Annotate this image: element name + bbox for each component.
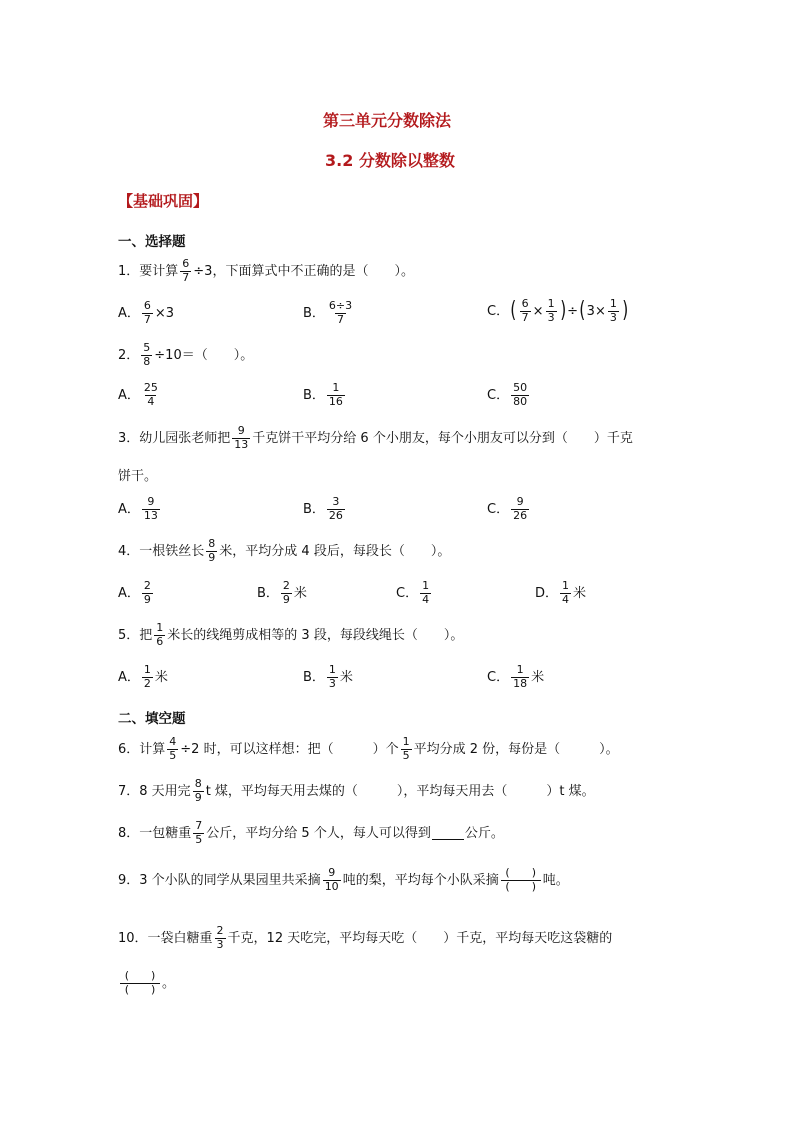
fraction: $\frac{2}{9}$ [282,579,290,606]
fraction: $\frac{9}{13}$ [234,424,249,451]
q4-option-c[interactable]: C． $\frac{1}{4}$ [396,579,430,606]
fraction: $\frac{6\div 3}{7}$ [328,299,353,326]
fraction: $\frac{3}{26}$ [328,495,343,522]
fraction: $\frac{6}{7}$ [521,297,529,324]
question-10: 10．一袋白糖重 $\frac{2}{3}$ 千克，12 天吃完，平均每天吃（ ）千克，平均每天吃这袋糖的 [118,924,613,951]
fraction: $\frac{1}{2}$ [143,663,151,690]
fraction: $\frac{1}{16}$ [328,381,343,408]
q3-option-a[interactable]: A． $\frac{9}{13}$ [118,495,158,522]
q3-option-c[interactable]: C． $\frac{9}{26}$ [487,495,528,522]
question-1 [118,258,414,284]
fraction: $\frac{9}{26}$ [513,495,528,522]
question-8: 8．一包糖重 $\frac{7}{5}$ 公斤，平均分给 5 个人，每人可以得到 公斤。 [118,819,504,846]
fraction: $\frac{1}{3}$ [609,297,617,324]
section-heading: 【基础巩固】 [118,192,209,210]
document-title: 第三单元分数除法 [323,111,452,130]
answer-blank[interactable] [432,827,464,840]
question-3: 3．幼儿园张老师把 $\frac{9}{13}$ 千克饼干平均分给 6 个小朋友，每个小朋友可以分到（ ）千克 [118,424,633,451]
document-subtitle: 3.2 分数除以整数 [325,151,455,170]
question-3-continued: 饼干。 [118,469,158,484]
q3-option-b[interactable]: B． $\frac{3}{26}$ [303,495,343,522]
q2-option-b[interactable]: B． $\frac{1}{16}$ [303,381,343,408]
part-one-heading: 一、选择题 [118,234,186,250]
q5-option-c[interactable]: C． $\frac{1}{18}$ 米 [487,663,545,690]
question-6: 6．计算 $\frac{4}{5}$ ÷2 时，可以这样想：把（ ）个 $\frac{1}{5}$ 平均分成 2 份，每份是（ ）。 [118,735,619,762]
q5-option-a[interactable]: A． $\frac{1}{2}$ 米 [118,663,168,690]
question-10-continued: $\frac{( )}{( )}$ 。 [118,970,175,996]
fraction: $\frac{4}{5}$ [169,735,177,762]
q1-option-c[interactable]: C． ( $\frac{6}{7}$ × $\frac{1}{3}$ ) ÷ ( 3× $\frac{1}{3}$ ) [487,297,629,324]
q4-option-b[interactable]: B． $\frac{2}{9}$ 米 [257,579,307,606]
fraction: $\frac{5}{8}$ [143,341,151,368]
q5-option-b[interactable]: B． $\frac{1}{3}$ 米 [303,663,353,690]
fraction: $\frac{2}{9}$ [143,579,151,606]
question-5: 5．把 $\frac{1}{6}$ 米长的线绳剪成相等的 3 段，每段线绳长（ ）。 [118,621,464,648]
q1-option-b[interactable]: B． $\frac{6\div 3}{7}$ [303,299,353,326]
question-9: 9．3 个小队的同学从果园里共采摘 $\frac{9}{10}$ 吨的梨，平均每个小队采摘 $\frac{( )}{( )}$ 吨。 [118,866,569,893]
fraction: $\frac{8}{9}$ [208,537,216,564]
answer-fraction-blank[interactable]: $\frac{( )}{( )}$ [120,970,160,996]
q2-option-a[interactable]: A． $\frac{25}{4}$ [118,381,158,408]
question-4: 4．一根铁丝长 $\frac{8}{9}$ 米，平均分成 4 段后，每段长（ ）。 [118,537,451,564]
question-2: 2． $\frac{5}{8}$ ÷10＝（ ）。 [118,341,254,368]
fraction: $\frac{8}{9}$ [194,777,202,804]
fraction: $\frac{7}{5}$ [195,819,203,846]
q1-option-a[interactable]: A． $\frac{6}{7}$ ×3 [118,299,175,326]
fraction: $\frac{2}{3}$ [216,924,224,951]
q2-option-c[interactable]: C． $\frac{50}{80}$ [487,381,528,408]
fraction: $\frac{50}{80}$ [513,381,528,408]
fraction: $\frac{6}{7}$ [182,257,190,284]
fraction: $\frac{1}{3}$ [328,663,336,690]
fraction: $\frac{1}{4}$ [422,579,430,606]
q4-option-a[interactable]: A． $\frac{2}{9}$ [118,579,151,606]
fraction: $\frac{6}{7}$ [143,299,151,326]
fraction: $\frac{9}{13}$ [143,495,158,522]
fraction: $\frac{1}{3}$ [547,297,555,324]
question-7: 7．8 天用完 $\frac{8}{9}$ t 煤，平均每天用去煤的（ ），平均每天用去（ ）t 煤。 [118,777,595,804]
answer-fraction-blank[interactable]: $\frac{( )}{( )}$ [501,867,541,893]
fraction: $\frac{9}{10}$ [324,866,339,893]
question-1-text-end: ÷3，下面算式中不正确的是（ ）。 [193,263,414,279]
fraction: $\frac{1}{6}$ [156,621,164,648]
fraction: $\frac{1}{5}$ [402,735,410,762]
fraction: $\frac{25}{4}$ [143,381,158,408]
fraction: $\frac{1}{4}$ [562,579,570,606]
q4-option-d[interactable]: D． $\frac{1}{4}$ 米 [535,579,587,606]
part-two-heading: 二、填空题 [118,711,186,727]
fraction: $\frac{1}{18}$ [513,663,528,690]
question-1-text: 1．要计算 [118,263,179,279]
